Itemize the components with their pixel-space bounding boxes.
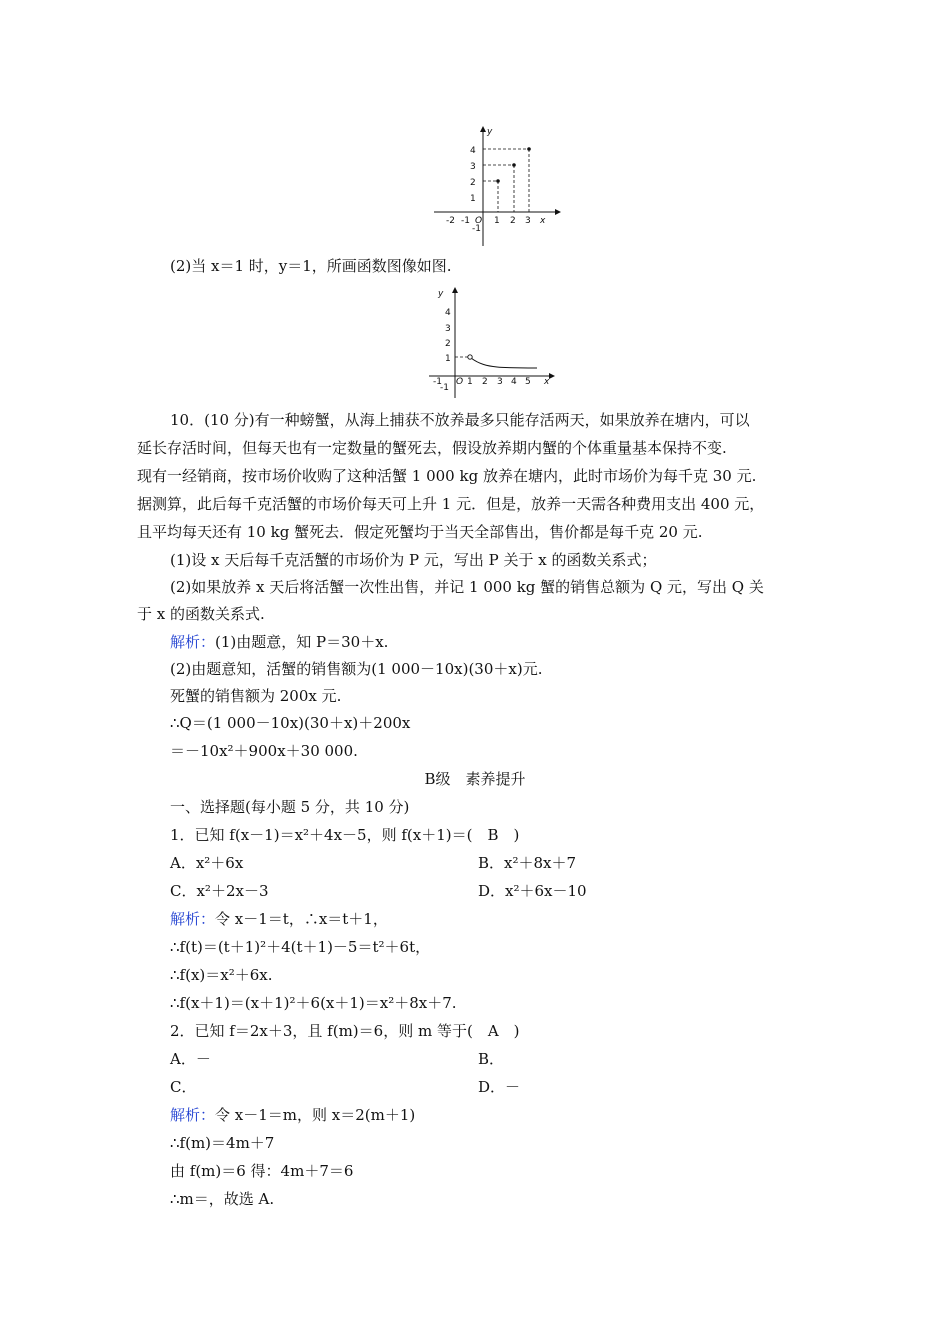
origin-label: O	[475, 216, 483, 226]
y-tick-1: 1	[445, 354, 451, 364]
jiexi-label: 解析：	[170, 1106, 216, 1124]
x-tick-4: 4	[511, 377, 517, 387]
q2-solution-1-text: 令 x－1＝m，则 x＝2(m＋1)	[215, 1106, 416, 1124]
p10-answer-1-text: (1)由题意，知 P＝30＋x.	[215, 633, 389, 651]
point-3-4	[527, 147, 531, 151]
q1-option-d: D．x²＋6x－10	[478, 882, 587, 900]
q2-option-c: C．	[170, 1078, 197, 1096]
p10-line-5: 且平均每天还有 10 kg 蟹死去．假定死蟹均于当天全部售出，售价都是每千克 20 元.	[137, 523, 703, 541]
q1-solution-1-text: 令 x－1＝t，∴x＝t＋1，	[215, 910, 388, 928]
y-tick-1: 1	[470, 194, 476, 204]
origin-label: O	[456, 377, 464, 387]
x-axis-label: x	[544, 377, 550, 387]
q2-solution-2: ∴f(m)＝4m＋7	[170, 1134, 275, 1152]
q1-stem: 1．已知 f(x－1)＝x²＋4x－5，则 f(x＋1)＝( B )	[170, 826, 520, 844]
caption-2: (2)当 x＝1 时，y＝1，所画函数图像如图.	[170, 257, 452, 275]
part-1-heading: 一、选择题(每小题 5 分，共 10 分)	[170, 798, 410, 816]
q1-solution-1	[0, 909, 950, 929]
p10-question-1: (1)设 x 天后每千克活蟹的市场价为 P 元，写出 P 关于 x 的函数关系式；	[170, 551, 657, 569]
q1-solution-2: ∴f(t)＝(t＋1)²＋4(t＋1)－5＝t²＋6t，	[170, 938, 431, 956]
x-tick-neg1: -1	[461, 216, 470, 226]
q2-option-b: B．	[478, 1050, 505, 1068]
y-axis-label: y	[438, 289, 444, 299]
x-tick-1: 1	[494, 216, 500, 226]
q2-option-a: A．－	[170, 1050, 211, 1068]
p10-answer-4: ∴Q＝(1 000－10x)(30＋x)＋200x	[170, 714, 411, 732]
p10-line-2: 延长存活时间，但每天也有一定数量的蟹死去，假设放养期内蟹的个体重量基本保持不变.	[137, 439, 727, 457]
y-tick-4: 4	[470, 146, 476, 156]
x-tick-neg1: -1	[433, 377, 442, 387]
x-tick-2: 2	[482, 377, 488, 387]
p10-answer-5: ＝－10x²＋900x＋30 000.	[170, 742, 358, 760]
decay-curve	[471, 358, 537, 368]
q2-solution-1	[0, 1105, 950, 1125]
section-b-title: B级 素养提升	[424, 770, 526, 788]
y-tick-neg1: -1	[440, 383, 449, 393]
y-tick-2: 2	[445, 339, 451, 349]
q2-stem: 2．已知 f＝2x＋3，且 f(m)＝6，则 m 等于( A )	[170, 1022, 520, 1040]
p10-answer-3: 死蟹的销售额为 200x 元.	[170, 687, 342, 705]
open-point-1-1	[468, 355, 472, 359]
q2-solution-4: ∴m＝，故选 A.	[170, 1190, 275, 1208]
p10-line-4: 据测算，此后每千克活蟹的市场价每天可上升 1 元．但是，放养一天需各种费用支出 400 元，	[137, 495, 765, 513]
point-1-2	[496, 179, 500, 183]
p10-answer-2: (2)由题意知，活蟹的销售额为(1 000－10x)(30＋x)元.	[170, 660, 543, 678]
y-tick-neg1: -1	[472, 224, 481, 234]
y-tick-4: 4	[445, 308, 451, 318]
p10-line-3: 现有一经销商，按市场价收购了这种活蟹 1 000 kg 放养在塘内，此时市场价为每千克 30 元.	[137, 467, 757, 485]
q2-option-d: D．－	[478, 1078, 521, 1096]
curve-function-graph	[425, 286, 565, 401]
x-tick-3: 3	[525, 216, 531, 226]
y-axis-label: y	[487, 127, 493, 137]
x-tick-neg2: -2	[446, 216, 455, 226]
point-2-3	[512, 163, 516, 167]
p10-line-1: 10．(10 分)有一种螃蟹，从海上捕获不放养最多只能存活两天，如果放养在塘内，可以	[170, 411, 750, 429]
x-axis-label: x	[540, 216, 546, 226]
x-tick-5: 5	[525, 377, 531, 387]
q1-option-b: B．x²＋8x＋7	[478, 854, 577, 872]
y-tick-3: 3	[470, 162, 476, 172]
jiexi-label: 解析：	[170, 633, 216, 651]
q1-solution-4: ∴f(x＋1)＝(x＋1)²＋6(x＋1)＝x²＋8x＋7.	[170, 994, 457, 1012]
q2-solution-3: 由 f(m)＝6 得：4m＋7＝6	[170, 1162, 354, 1180]
y-tick-3: 3	[445, 324, 451, 334]
q1-option-a: A．x²＋6x	[170, 854, 244, 872]
jiexi-label: 解析：	[170, 910, 216, 928]
p10-question-2b: 于 x 的函数关系式.	[137, 605, 265, 623]
q1-solution-3: ∴f(x)＝x²＋6x.	[170, 966, 273, 984]
q1-option-c: C．x²＋2x－3	[170, 882, 269, 900]
p10-question-2a: (2)如果放养 x 天后将活蟹一次性出售，并记 1 000 kg 蟹的销售总额为 Q 元，写出 Q 关	[170, 578, 764, 596]
y-tick-2: 2	[470, 178, 476, 188]
x-tick-3: 3	[497, 377, 503, 387]
x-tick-1: 1	[467, 377, 473, 387]
p10-answer-1	[0, 632, 950, 652]
step-function-graph	[430, 124, 570, 249]
x-tick-2: 2	[510, 216, 516, 226]
